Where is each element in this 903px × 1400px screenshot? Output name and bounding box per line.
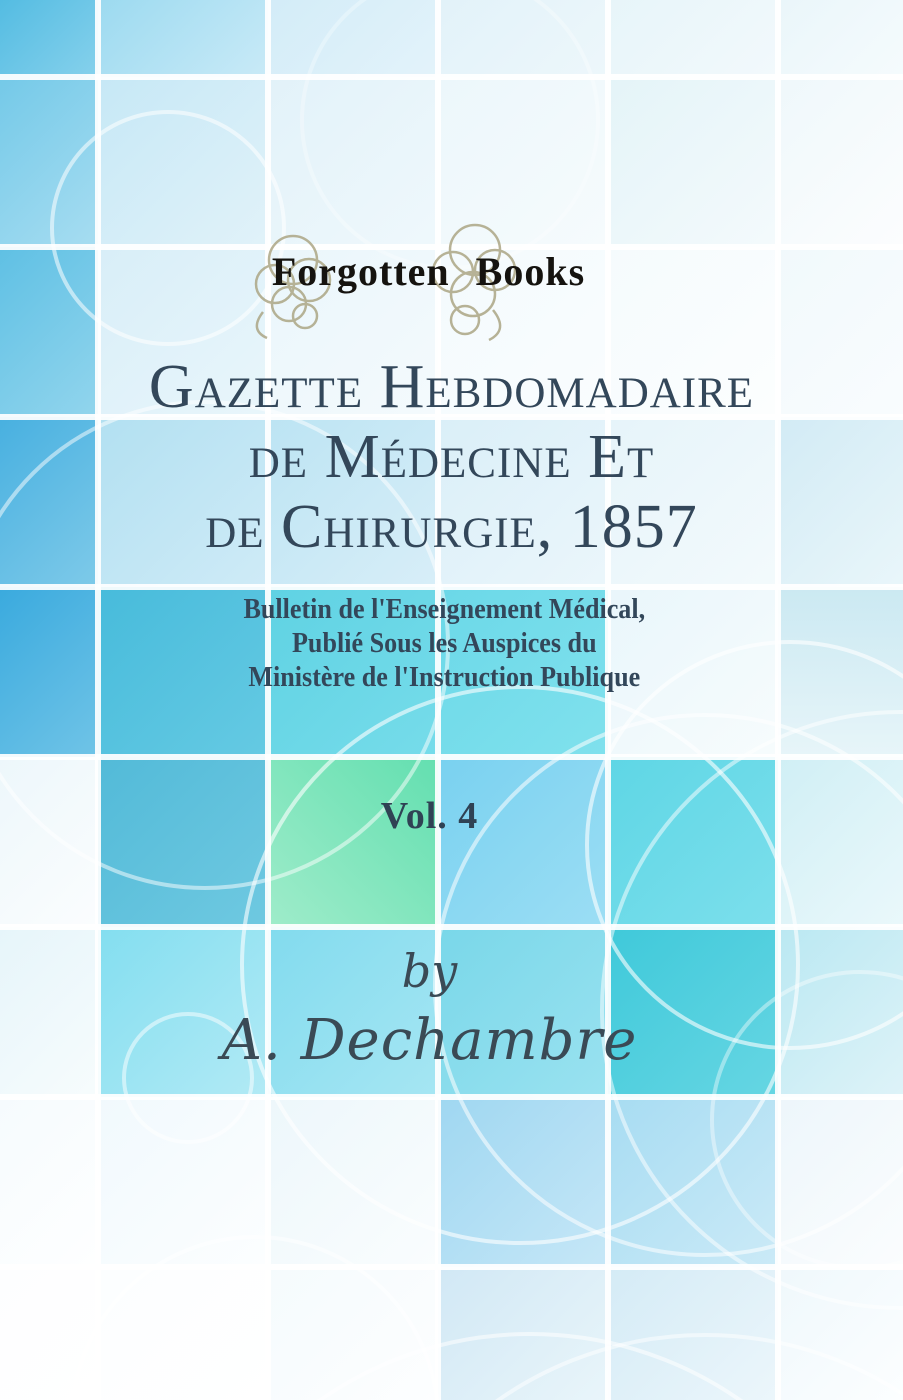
grid-line-vertical	[95, 0, 101, 1400]
grid-line-horizontal	[0, 1264, 903, 1270]
grid-line-vertical	[265, 0, 271, 1400]
subtitle-line: Publié Sous les Auspices du	[291, 627, 597, 659]
byline: by	[401, 944, 458, 998]
grid-line-vertical	[435, 0, 441, 1400]
grid-line-vertical	[775, 0, 781, 1400]
grid-line-horizontal	[0, 584, 903, 590]
grid-line-horizontal	[0, 924, 903, 930]
grid-line-horizontal	[0, 754, 903, 760]
subtitle-line: Bulletin de l'Enseignement Médical,	[243, 593, 646, 625]
grid-line-horizontal	[0, 1094, 903, 1100]
grid-line-horizontal	[0, 74, 903, 80]
publisher-logo	[0, 248, 903, 295]
title-line: Gazette Hebdomadaire	[148, 353, 755, 421]
grid-line-vertical	[605, 0, 611, 1400]
author-name: A. Dechambre	[221, 1008, 638, 1073]
volume-label: Vol. 4	[380, 795, 479, 837]
book-title	[0, 352, 903, 562]
subtitle-line: Ministère de l'Instruction Publique	[248, 661, 641, 693]
title-line: de Médecine Et	[248, 423, 655, 491]
book-subtitle	[45, 592, 858, 694]
publisher-logo-word: Books	[475, 249, 586, 294]
title-line: de Chirurgie, 1857	[205, 493, 698, 561]
publisher-logo-word: Forgotten	[271, 249, 450, 294]
